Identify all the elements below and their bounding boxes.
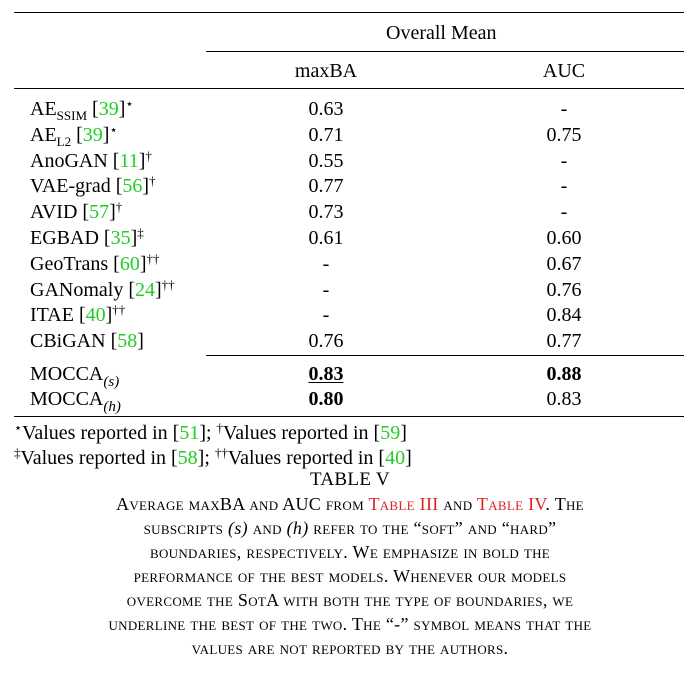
table-row-auc: -: [560, 201, 568, 223]
ours-rule: [206, 355, 684, 356]
table-row-auc: 0.84: [546, 304, 582, 326]
table-row-maxba: 0.71: [308, 124, 344, 146]
caption-line-5: overcome the SotA with both the type of boundaries, we: [126, 590, 574, 610]
table-row-method: AVID [57]†: [30, 199, 123, 223]
table-row-maxba: -: [322, 279, 330, 301]
table-row-method: CBiGAN [58]: [30, 330, 144, 352]
group-header: Overall Mean: [386, 22, 497, 44]
table-row-method: ITAE [40]††: [30, 302, 126, 326]
table-row-auc: -: [560, 98, 568, 120]
caption-line-3: boundaries, respectively. We emphasize in bold the: [149, 542, 551, 562]
ours-row-auc: 0.88: [546, 363, 582, 385]
caption-line-6: underline the best of the two. The “-” symbol means that the: [108, 614, 592, 634]
table-row-maxba: 0.77: [308, 175, 344, 197]
table-row-maxba: 0.76: [308, 330, 344, 352]
table-row-method: $AE_{L2}$ [39]⋆: [30, 122, 118, 149]
ours-row-maxba: 0.83: [308, 363, 344, 385]
table-label: TABLE V: [310, 469, 390, 490]
ours-row-auc: 0.83: [546, 388, 582, 410]
caption-line-1: Average maxBA and AUC from Table III and Table IV. The: [116, 494, 584, 514]
table-row-auc: 0.77: [546, 330, 582, 352]
table-row-method: EGBAD [35]‡: [30, 225, 144, 249]
caption-line-4: performance of the best models. Whenever our models: [133, 566, 567, 586]
group-rule: [206, 51, 684, 52]
table-row-maxba: 0.61: [308, 227, 344, 249]
footnote-line-2: ‡Values reported in [58]; ††Values reported in [40]: [14, 445, 412, 469]
table-row-maxba: -: [322, 304, 330, 326]
table-row-maxba: -: [322, 253, 330, 275]
table-row-auc: 0.76: [546, 279, 582, 301]
table-row-maxba: 0.55: [308, 150, 344, 172]
table-row-auc: 0.75: [546, 124, 582, 146]
table-row-method: VAE-grad [56]†: [30, 173, 156, 197]
caption-line-7: values are not reported by the authors.: [191, 638, 509, 658]
table-row-method: AnoGAN [11]†: [30, 148, 152, 172]
table-row-method: GeoTrans [60]††: [30, 251, 160, 275]
bottom-rule: [14, 416, 684, 417]
ours-row-maxba: 0.80: [308, 388, 344, 410]
table-row-auc: 0.60: [546, 227, 582, 249]
col-header-auc: AUC: [542, 60, 586, 82]
header-rule: [14, 88, 684, 89]
table-row-maxba: 0.73: [308, 201, 344, 223]
table-row-maxba: 0.63: [308, 98, 344, 120]
footnote-line-1: ⋆Values reported in [51]; †Values reported in [59]: [14, 420, 407, 444]
table-row-method: GANomaly [24]††: [30, 277, 175, 301]
table-row-auc: 0.67: [546, 253, 582, 275]
table-row-auc: -: [560, 175, 568, 197]
col-header-maxba: maxBA: [294, 60, 358, 82]
ours-row-method: $MOCCA_{(s)}$: [30, 363, 120, 390]
table-row-auc: -: [560, 150, 568, 172]
caption-line-2: subscripts (s) and (h) refer to the “soft” and “hard”: [143, 518, 557, 538]
ours-row-method: $MOCCA_{(h)}$: [30, 388, 121, 415]
top-rule: [14, 12, 684, 13]
table-row-method: $AE_{SSIM}$ [39]⋆: [30, 96, 134, 123]
